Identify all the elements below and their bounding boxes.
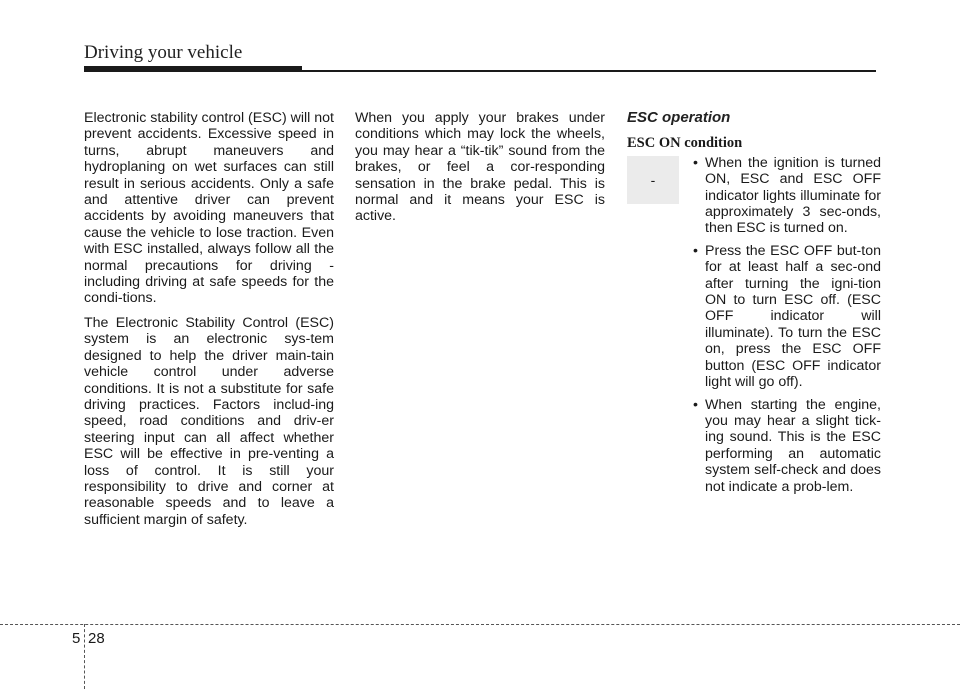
subsection-title: ESC ON condition bbox=[627, 135, 743, 152]
page-number: 28 bbox=[88, 630, 105, 647]
header-rule-thick bbox=[84, 66, 302, 72]
list-item: • When the ignition is turned ON, ESC and ESC OFF indicator lights illuminate for approximately 3 sec-onds, then ESC is turned on. bbox=[693, 155, 881, 237]
paragraph: When you apply your brakes under conditions which may lock the wheels, you may hear a “tik-tik” sound from the brakes, or feel a cor-responding sensation in the brake pedal. This is normal and it means your ESC is active. bbox=[355, 110, 605, 225]
header-rule-thin bbox=[302, 70, 876, 72]
bullet-list bbox=[693, 155, 881, 495]
column-1 bbox=[84, 110, 334, 536]
footer-vertical-divider bbox=[84, 624, 85, 689]
column-2 bbox=[355, 110, 605, 233]
paragraph: Electronic stability control (ESC) will not prevent accidents. Excessive speed in turns, abrupt maneuvers and hydroplaning on wet surfaces can still result in serious accidents. Only a safe and attentive driver can prevent accidents by avoiding maneuvers that cause the vehicle to lose traction. Even with ESC installed, always follow all the normal precautions for driving - including driving at safe speeds for the condi-tions. bbox=[84, 110, 334, 307]
list-item: • When starting the engine, you may hear a slight tick-ing sound. This is the ESC performing an automatic system self-check and does not indicate a prob-lem. bbox=[693, 397, 881, 495]
list-item: • Press the ESC OFF but-ton for at least half a sec-ond after turning the igni-tion ON to turn ESC off. (ESC OFF indicator will illuminate). To turn the ESC on, press the ESC OFF button (ESC OFF indicator light will go off). bbox=[693, 243, 881, 391]
section-title: ESC operation bbox=[627, 109, 731, 126]
page-header-title: Driving your vehicle bbox=[84, 42, 243, 63]
footer-divider bbox=[0, 624, 960, 625]
column-3 bbox=[627, 110, 881, 501]
indicator-image-placeholder bbox=[627, 156, 679, 204]
paragraph: The Electronic Stability Control (ESC) system is an electronic sys-tem designed to help the driver main-tain vehicle control under adverse conditions. It is not a substitute for safe driving practices. Factors includ-ing speed, road conditions and driv-er steering input can all affect whether ESC will be effective in pre-venting a loss of control. It is still your responsibility to drive and corner at reasonable speeds and to leave a sufficient margin of safety. bbox=[84, 314, 334, 528]
indicator-label: - bbox=[650, 171, 656, 188]
chapter-number: 5 bbox=[72, 630, 81, 647]
